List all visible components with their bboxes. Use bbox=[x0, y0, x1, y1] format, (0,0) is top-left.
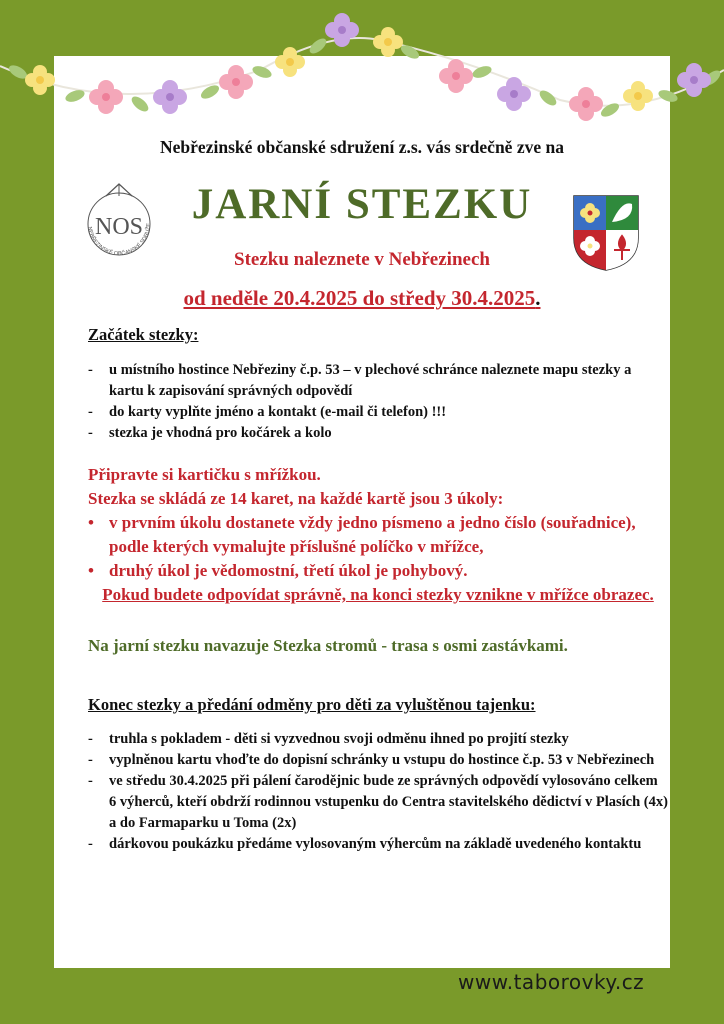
list-item: • druhý úkol je vědomostní, třetí úkol je pohybový. bbox=[88, 559, 668, 583]
coat-of-arms-icon bbox=[572, 194, 640, 272]
instructions-block bbox=[88, 463, 668, 607]
result-note: Pokud budete odpovídat správně, na konci stezky vznikne v mřížce obrazec. bbox=[102, 585, 654, 604]
continuation-note: Na jarní stezku navazuje Stezka stromů - trasa s osmi zastávkami. bbox=[88, 636, 568, 655]
list-item: - vyplněnou kartu vhoďte do dopisní schránky u vstupu do hostince č.p. 53 v Nebřezinech bbox=[88, 750, 668, 771]
logo-letters: NOS bbox=[94, 214, 144, 240]
instructions-line-2: Stezka se skládá ze 14 karet, na každé kartě jsou 3 úkoly: bbox=[88, 489, 504, 508]
flower-garland-icon bbox=[0, 0, 724, 130]
instructions-line-1: Připravte si kartičku s mřížkou. bbox=[88, 465, 321, 484]
list-item: - dárkovou poukázku předáme vylosovaným výhercům na základě uvedeného kontaktu bbox=[88, 834, 668, 855]
list-item: - truhla s pokladem - děti si vyzvednou svoji odměnu ihned po projití stezky bbox=[88, 729, 668, 750]
list-item: - stezka je vhodná pro kočárek a kolo bbox=[88, 423, 668, 444]
list-item: - ve středu 30.4.2025 při pálení čarodějnic bude ze správných odpovědí vylosováno celkem 6 výherců, kteří obdrží rodinnou vstupenku do Centra stavitelského dědictví v Plasích (4x) a do Farmaparku u Toma (2x) bbox=[88, 771, 668, 834]
poster-title: JARNÍ STEZKU bbox=[191, 181, 533, 228]
list-item: - u místního hostince Nebřeziny č.p. 53 – v plechové schránce naleznete mapu stezky a kartu k zapisování správných odpovědí bbox=[88, 360, 668, 402]
date-range bbox=[0, 286, 724, 311]
nos-association-logo bbox=[78, 180, 160, 266]
start-list bbox=[88, 360, 668, 444]
list-item: • v prvním úkolu dostanete vždy jedno písmeno a jedno číslo (souřadnice), podle kterých vymalujte příslušné políčko v mřížce, bbox=[88, 511, 668, 559]
location-line: Stezku naleznete v Nebřezinech bbox=[234, 249, 490, 270]
end-heading: Konec stezky a předání odměny pro děti za vyluštěnou tajenku: bbox=[88, 695, 536, 714]
website-link[interactable]: www.taborovky.cz bbox=[458, 970, 645, 994]
logo-ring-text: NEBŘEZINSKÉ OBČANSKÉ SDRUŽE bbox=[86, 222, 153, 258]
instructions-bullets bbox=[88, 511, 668, 583]
date-range-period: . bbox=[535, 286, 541, 310]
end-list bbox=[88, 729, 668, 855]
date-range-text: od neděle 20.4.2025 do středy 30.4.2025 bbox=[183, 286, 536, 310]
start-heading: Začátek stezky: bbox=[88, 325, 199, 344]
invitation-line: Nebřezinské občanské sdružení z.s. vás srdečně zve na bbox=[160, 137, 564, 157]
list-item: - do karty vyplňte jméno a kontakt (e-mail či telefon) !!! bbox=[88, 402, 668, 423]
